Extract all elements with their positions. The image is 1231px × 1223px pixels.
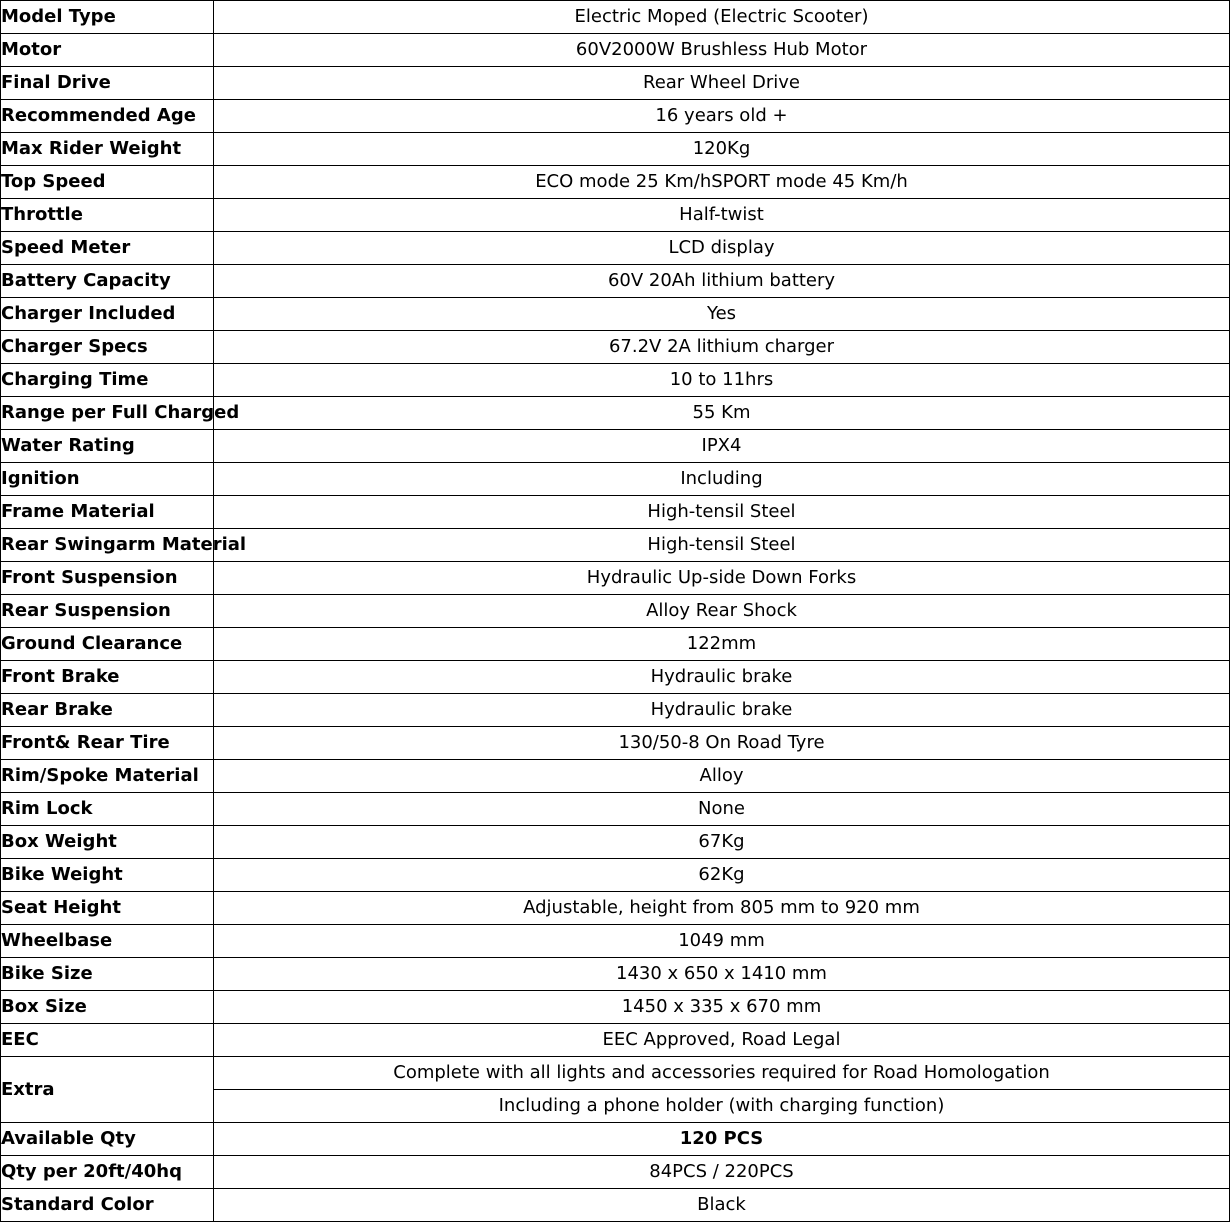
spec-label: Charger Specs xyxy=(1,331,214,364)
spec-label: Bike Weight xyxy=(1,859,214,892)
spec-label: Speed Meter xyxy=(1,232,214,265)
table-row xyxy=(1,298,1230,331)
spec-value: 120Kg xyxy=(214,133,1230,166)
spec-label: Qty per 20ft/40hq xyxy=(1,1156,214,1189)
spec-label: Standard Color xyxy=(1,1189,214,1222)
spec-label: Charging Time xyxy=(1,364,214,397)
spec-value: High-tensil Steel xyxy=(214,529,1230,562)
table-row xyxy=(1,760,1230,793)
spec-value: Half-twist xyxy=(214,199,1230,232)
table-row xyxy=(1,859,1230,892)
table-row xyxy=(1,991,1230,1024)
table-row xyxy=(1,826,1230,859)
spec-label: Rear Suspension xyxy=(1,595,214,628)
table-row xyxy=(1,595,1230,628)
spec-value-extra-2: Including a phone holder (with charging function) xyxy=(214,1090,1230,1123)
spec-value: 130/50-8 On Road Tyre xyxy=(214,727,1230,760)
spec-label: Frame Material xyxy=(1,496,214,529)
table-row xyxy=(1,562,1230,595)
spec-label: Front Brake xyxy=(1,661,214,694)
spec-value: 16 years old + xyxy=(214,100,1230,133)
spec-value: 1049 mm xyxy=(214,925,1230,958)
table-row xyxy=(1,628,1230,661)
table-row xyxy=(1,166,1230,199)
table-row xyxy=(1,67,1230,100)
spec-value: 60V 20Ah lithium battery xyxy=(214,265,1230,298)
table-row xyxy=(1,1189,1230,1222)
spec-label: Ground Clearance xyxy=(1,628,214,661)
spec-label: Throttle xyxy=(1,199,214,232)
spec-label: Final Drive xyxy=(1,67,214,100)
spec-label: Water Rating xyxy=(1,430,214,463)
spec-value: Yes xyxy=(214,298,1230,331)
table-row xyxy=(1,100,1230,133)
table-row xyxy=(1,1156,1230,1189)
spec-value: Electric Moped (Electric Scooter) xyxy=(214,1,1230,34)
table-row xyxy=(1,892,1230,925)
table-row xyxy=(1,265,1230,298)
spec-value: Rear Wheel Drive xyxy=(214,67,1230,100)
table-row xyxy=(1,397,1230,430)
table-row xyxy=(1,1,1230,34)
spec-value: 67.2V 2A lithium charger xyxy=(214,331,1230,364)
table-row xyxy=(1,1123,1230,1156)
table-row-extra xyxy=(1,1057,1230,1090)
table-row xyxy=(1,529,1230,562)
spec-label: Rim Lock xyxy=(1,793,214,826)
spec-value: ECO mode 25 Km/hSPORT mode 45 Km/h xyxy=(214,166,1230,199)
spec-value: Adjustable, height from 805 mm to 920 mm xyxy=(214,892,1230,925)
table-row xyxy=(1,364,1230,397)
table-row xyxy=(1,958,1230,991)
spec-value: Alloy xyxy=(214,760,1230,793)
spec-label: Max Rider Weight xyxy=(1,133,214,166)
table-row xyxy=(1,793,1230,826)
spec-label: Rear Swingarm Material xyxy=(1,529,214,562)
spec-value: 84PCS / 220PCS xyxy=(214,1156,1230,1189)
spec-label: Recommended Age xyxy=(1,100,214,133)
spec-label: Rim/Spoke Material xyxy=(1,760,214,793)
spec-label: Seat Height xyxy=(1,892,214,925)
spec-value: Including xyxy=(214,463,1230,496)
table-row xyxy=(1,694,1230,727)
spec-label: Rear Brake xyxy=(1,694,214,727)
table-row xyxy=(1,661,1230,694)
spec-value: 1430 x 650 x 1410 mm xyxy=(214,958,1230,991)
spec-label: Range per Full Charged xyxy=(1,397,214,430)
table-row xyxy=(1,727,1230,760)
spec-value: 62Kg xyxy=(214,859,1230,892)
spec-label: Box Size xyxy=(1,991,214,1024)
spec-value-extra-1: Complete with all lights and accessories required for Road Homologation xyxy=(214,1057,1230,1090)
spec-label: Front Suspension xyxy=(1,562,214,595)
spec-value: Hydraulic Up-side Down Forks xyxy=(214,562,1230,595)
spec-label: Motor xyxy=(1,34,214,67)
table-row xyxy=(1,463,1230,496)
spec-label-extra: Extra xyxy=(1,1057,214,1123)
spec-label: Top Speed xyxy=(1,166,214,199)
spec-value: 60V2000W Brushless Hub Motor xyxy=(214,34,1230,67)
spec-value: EEC Approved, Road Legal xyxy=(214,1024,1230,1057)
spec-label: Charger Included xyxy=(1,298,214,331)
spec-label: Battery Capacity xyxy=(1,265,214,298)
table-row xyxy=(1,199,1230,232)
table-row xyxy=(1,925,1230,958)
table-row xyxy=(1,34,1230,67)
spec-label: EEC xyxy=(1,1024,214,1057)
spec-label: Ignition xyxy=(1,463,214,496)
spec-value: Alloy Rear Shock xyxy=(214,595,1230,628)
spec-value: 122mm xyxy=(214,628,1230,661)
spec-value: Hydraulic brake xyxy=(214,694,1230,727)
spec-value: Black xyxy=(214,1189,1230,1222)
spec-label: Available Qty xyxy=(1,1123,214,1156)
spec-value: Hydraulic brake xyxy=(214,661,1230,694)
table-row xyxy=(1,133,1230,166)
table-row xyxy=(1,430,1230,463)
spec-label: Wheelbase xyxy=(1,925,214,958)
spec-label: Bike Size xyxy=(1,958,214,991)
spec-value: 55 Km xyxy=(214,397,1230,430)
table-row xyxy=(1,331,1230,364)
table-row xyxy=(1,1024,1230,1057)
spec-label: Box Weight xyxy=(1,826,214,859)
spec-value: 1450 x 335 x 670 mm xyxy=(214,991,1230,1024)
table-row xyxy=(1,232,1230,265)
spec-label: Front& Rear Tire xyxy=(1,727,214,760)
spec-label: Model Type xyxy=(1,1,214,34)
spec-value-available-qty: 120 PCS xyxy=(214,1123,1230,1156)
spec-value: 10 to 11hrs xyxy=(214,364,1230,397)
spec-value: None xyxy=(214,793,1230,826)
spec-value: High-tensil Steel xyxy=(214,496,1230,529)
spec-value: 67Kg xyxy=(214,826,1230,859)
table-row xyxy=(1,496,1230,529)
spec-value: LCD display xyxy=(214,232,1230,265)
spec-value: IPX4 xyxy=(214,430,1230,463)
